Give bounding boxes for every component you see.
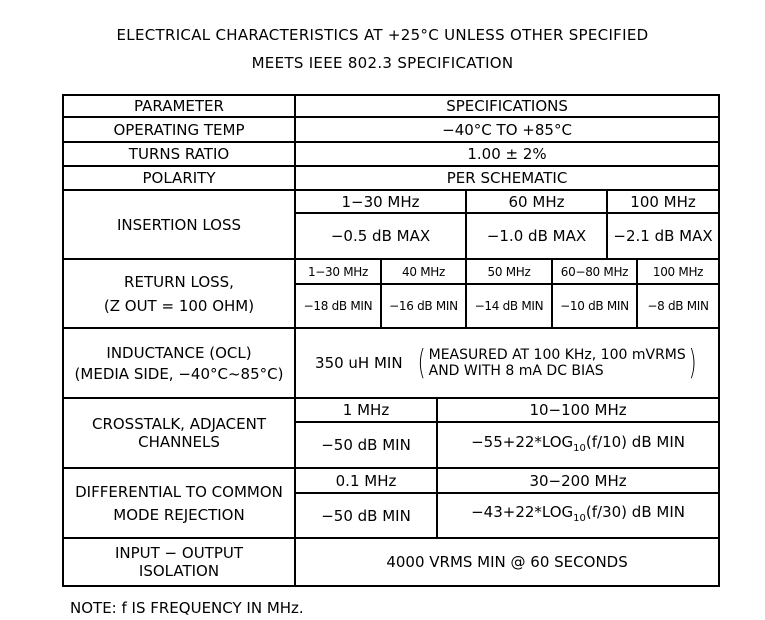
crosstalk-freq: 1 MHz: [295, 398, 437, 422]
right-paren-glyph: ): [688, 343, 697, 383]
common-mode-label-line1: DIFFERENTIAL TO COMMON: [75, 482, 283, 501]
title-line-1: ELECTRICAL CHARACTERISTICS AT +25°C UNLESS OTHER SPECIFIED: [116, 26, 649, 44]
common-mode-formula-post: (f/30) dB MIN: [585, 503, 685, 521]
crosstalk-label-line1: CROSSTALK, ADJACENT: [91, 415, 267, 433]
common-mode-label-line2: MODE REJECTION: [113, 505, 245, 524]
isolation-label: [63, 538, 295, 586]
common-mode-formula-sub: 10: [573, 513, 586, 524]
crosstalk-label: [63, 398, 295, 468]
title-line-2: MEETS IEEE 802.3 SPECIFICATION: [251, 54, 514, 72]
crosstalk-value: −50 dB MIN: [295, 422, 437, 468]
return-loss-freq: 1−30 MHz: [295, 259, 381, 284]
common-mode-value: −50 dB MIN: [295, 493, 437, 538]
insertion-loss-value: −1.0 dB MAX: [466, 213, 607, 259]
inductance-note-line1: MEASURED AT 100 KHz, 100 mVRMS: [428, 347, 686, 363]
return-loss-row: [63, 259, 719, 284]
insertion-loss-row: [63, 190, 719, 213]
crosstalk-formula-post: (f/10) dB MIN: [585, 432, 685, 451]
inductance-note-line2: AND WITH 8 mA DC BIAS: [428, 363, 604, 379]
isolation-value: 4000 VRMS MIN @ 60 SECONDS: [295, 538, 719, 586]
inductance-row: [63, 328, 719, 398]
insertion-loss-freq: 60 MHz: [466, 190, 607, 213]
operating-temp-row: [63, 117, 719, 142]
insertion-loss-freq: 1−30 MHz: [295, 190, 466, 213]
insertion-loss-value: −2.1 dB MAX: [607, 213, 719, 259]
return-loss-label-line2: (Z OUT = 100 OHM): [103, 296, 255, 315]
return-loss-freq: 100 MHz: [637, 259, 719, 284]
return-loss-value: −14 dB MIN: [466, 284, 552, 328]
insertion-loss-value: −0.5 dB MAX: [295, 213, 466, 259]
common-mode-freq: 0.1 MHz: [295, 468, 437, 493]
footnote: NOTE: f IS FREQUENCY IN MHz.: [70, 599, 304, 617]
header-specifications: SPECIFICATIONS: [295, 95, 719, 117]
crosstalk-row: [63, 398, 719, 422]
inductance-condition: [415, 343, 699, 383]
inductance-value-cell: [295, 328, 719, 398]
return-loss-value: −8 dB MIN: [637, 284, 719, 328]
crosstalk-formula-pre: −55+22*LOG: [471, 432, 574, 451]
inductance-label: [63, 328, 295, 398]
crosstalk-formula-sub: 10: [573, 442, 586, 454]
common-mode-formula-pre: −43+22*LOG: [471, 503, 574, 521]
operating-temp-label: OPERATING TEMP: [63, 117, 295, 142]
turns-ratio-value: 1.00 ± 2%: [295, 142, 719, 166]
header-parameter: PARAMETER: [63, 95, 295, 117]
turns-ratio-row: [63, 142, 719, 166]
operating-temp-value: −40°C TO +85°C: [295, 117, 719, 142]
return-loss-freq: 50 MHz: [466, 259, 552, 284]
common-mode-formula: [437, 493, 719, 538]
crosstalk-formula: [437, 422, 719, 468]
return-loss-label-line1: RETURN LOSS,: [124, 272, 234, 291]
isolation-label-line2: ISOLATION: [138, 562, 220, 580]
return-loss-value: −10 dB MIN: [552, 284, 637, 328]
insertion-loss-freq: 100 MHz: [607, 190, 719, 213]
common-mode-row: [63, 468, 719, 493]
isolation-row: [63, 538, 719, 586]
return-loss-label: [63, 259, 295, 328]
header-row: [63, 95, 719, 117]
left-paren-glyph: (: [418, 343, 426, 383]
inductance-value: 350 uH MIN: [315, 354, 403, 372]
spec-table: [62, 94, 720, 587]
insertion-loss-label: INSERTION LOSS: [63, 190, 295, 259]
crosstalk-label-line2: CHANNELS: [138, 433, 220, 451]
common-mode-label: [63, 468, 295, 538]
crosstalk-freq: 10−100 MHz: [437, 398, 719, 422]
return-loss-freq: 40 MHz: [381, 259, 466, 284]
inductance-label-line1: INDUCTANCE (OCL): [106, 343, 252, 362]
polarity-row: [63, 166, 719, 190]
inductance-condition-text: [429, 347, 686, 379]
isolation-label-line1: INPUT − OUTPUT: [114, 544, 244, 562]
return-loss-value: −18 dB MIN: [295, 284, 381, 328]
inductance-label-line2: (MEDIA SIDE, −40°C~85°C): [74, 364, 284, 383]
turns-ratio-label: TURNS RATIO: [63, 142, 295, 166]
polarity-label: POLARITY: [63, 166, 295, 190]
common-mode-freq: 30−200 MHz: [437, 468, 719, 493]
return-loss-value: −16 dB MIN: [381, 284, 466, 328]
return-loss-freq: 60−80 MHz: [552, 259, 637, 284]
polarity-value: PER SCHEMATIC: [295, 166, 719, 190]
